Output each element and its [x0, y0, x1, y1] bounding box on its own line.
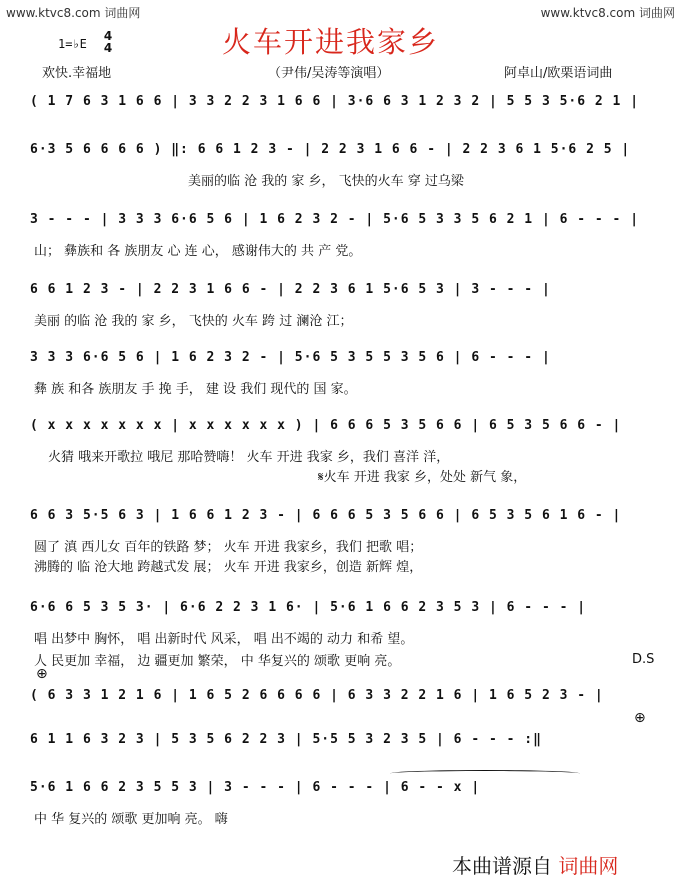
- notation-line-8: 6·6 6 5 3 5 3· | 6·6 2 2 3 1 6· | 5·6 1 6 6 2 3 5 3 | 6 - - - |: [30, 600, 587, 615]
- lyrics-line-2: 美丽的临 沧 我的 家 乡， 飞快的火车 穿 过乌梁: [188, 174, 464, 189]
- song-title: 火车开进我家乡: [222, 25, 440, 59]
- lyrics-line-11: 中 华 复兴的 颂歌 更加响 亮。 嗨: [34, 812, 228, 827]
- notation-line-7: 6 6 3 5·5 6 3 | 1 6 6 1 2 3 - | 6 6 6 5 3 5 6 6 | 6 5 3 5 6 1 6 - |: [30, 508, 622, 523]
- notation-line-9: ( 6 3 3 1 2 1 6 | 1 6 5 2 6 6 6 6 | 6 3 3 2 2 1 6 | 1 6 5 2 3 - |: [30, 688, 604, 703]
- mood-marking: 欢快.幸福地: [42, 66, 112, 81]
- notation-line-1: ( 1 7 6 3 1 6 6 | 3 3 2 2 3 1 6 6 | 3·6 6 3 1 2 3 2 | 5 5 3 5·6 2 1 |: [30, 94, 640, 109]
- performers: （尹伟/吴涛等演唱）: [268, 66, 390, 81]
- footer-prefix: 本曲谱源自: [452, 854, 552, 878]
- notation-line-5: 3 3 3 6·6 5 6 | 1 6 2 3 2 - | 5·6 5 3 5 5 3 5 6 | 6 - - - |: [30, 350, 551, 365]
- notation-line-3: 3 - - - | 3 3 3 6·6 5 6 | 1 6 2 3 2 - | 5·6 5 3 3 5 6 2 1 | 6 - - - |: [30, 212, 640, 227]
- lyrics-line-7a: 圆了 滇 西儿女 百年的铁路 梦； 火车 开进 我家乡，我们 把歌 唱；: [34, 540, 423, 555]
- tie-arc: [390, 770, 580, 777]
- coda-icon-right: ⊕: [634, 710, 646, 726]
- lyrics-line-3: 山； 彝族和 各 族朋友 心 连 心， 感谢伟大的 共 产 党。: [34, 244, 362, 259]
- ds-marking: D.S: [632, 652, 655, 667]
- notation-line-10: 6 1 1 6 3 2 3 | 5 3 5 6 2 2 3 | 5·5 5 3 2 3 5 | 6 - - - :‖: [30, 732, 542, 747]
- meter: [103, 30, 113, 54]
- credits: 阿卓山/欧栗语词曲: [504, 66, 613, 81]
- lyrics-line-4: 美丽 的临 沧 我的 家 乡， 飞快的 火车 跨 过 澜沧 江；: [34, 314, 353, 329]
- watermark-top-left: www.ktvc8.com 词曲网: [6, 6, 141, 20]
- lyrics-line-7b: 沸腾的 临 沧大地 跨越式发 展； 火车 开进 我家乡，创造 新辉 煌，: [34, 560, 423, 575]
- notation-line-11: 5·6 1 6 6 2 3 5 5 3 | 3 - - - | 6 - - - | 6 - - x |: [30, 780, 481, 795]
- lyrics-line-6a: 火猜 哦来开歌拉 哦尼 那哈赞嗨！ 火车 开进 我家 乡，我们 喜洋 洋，: [48, 450, 450, 465]
- notation-line-4: 6 6 1 2 3 - | 2 2 3 1 6 6 - | 2 2 3 6 1 5·6 5 3 | 3 - - - |: [30, 282, 551, 297]
- coda-icon: ⊕: [36, 666, 48, 682]
- notation-line-2: 6·3 5 6 6 6 6 ) ‖: 6 6 1 2 3 - | 2 2 3 1 6 6 - | 2 2 3 6 1 5·6 2 5 |: [30, 142, 631, 157]
- source-footer: [452, 850, 618, 879]
- lyrics-line-5: 彝 族 和各 族朋友 手 挽 手， 建 设 我们 现代的 国 家。: [34, 382, 357, 397]
- meter-bottom: 4: [103, 41, 113, 55]
- lyrics-line-6b: 𝄋火车 开进 我家 乡，处处 新气 象，: [318, 470, 527, 485]
- meter-top: 4: [103, 29, 113, 43]
- footer-site-link[interactable]: 词曲网: [558, 854, 619, 878]
- lyrics-line-8b: 人 民更加 幸福， 边 疆更加 繁荣， 中 华复兴的 颂歌 更响 亮。: [34, 654, 401, 669]
- watermark-top-right: www.ktvc8.com 词曲网: [540, 6, 675, 20]
- notation-line-6: ( x x x x x x x | x x x x x x ) | 6 6 6 5 3 5 6 6 | 6 5 3 5 6 6 - |: [30, 418, 622, 433]
- key-signature: 1=♭E: [58, 37, 87, 51]
- lyrics-line-8a: 唱 出梦中 胸怀， 唱 出新时代 风采， 唱 出不竭的 动力 和希 望。: [34, 632, 414, 647]
